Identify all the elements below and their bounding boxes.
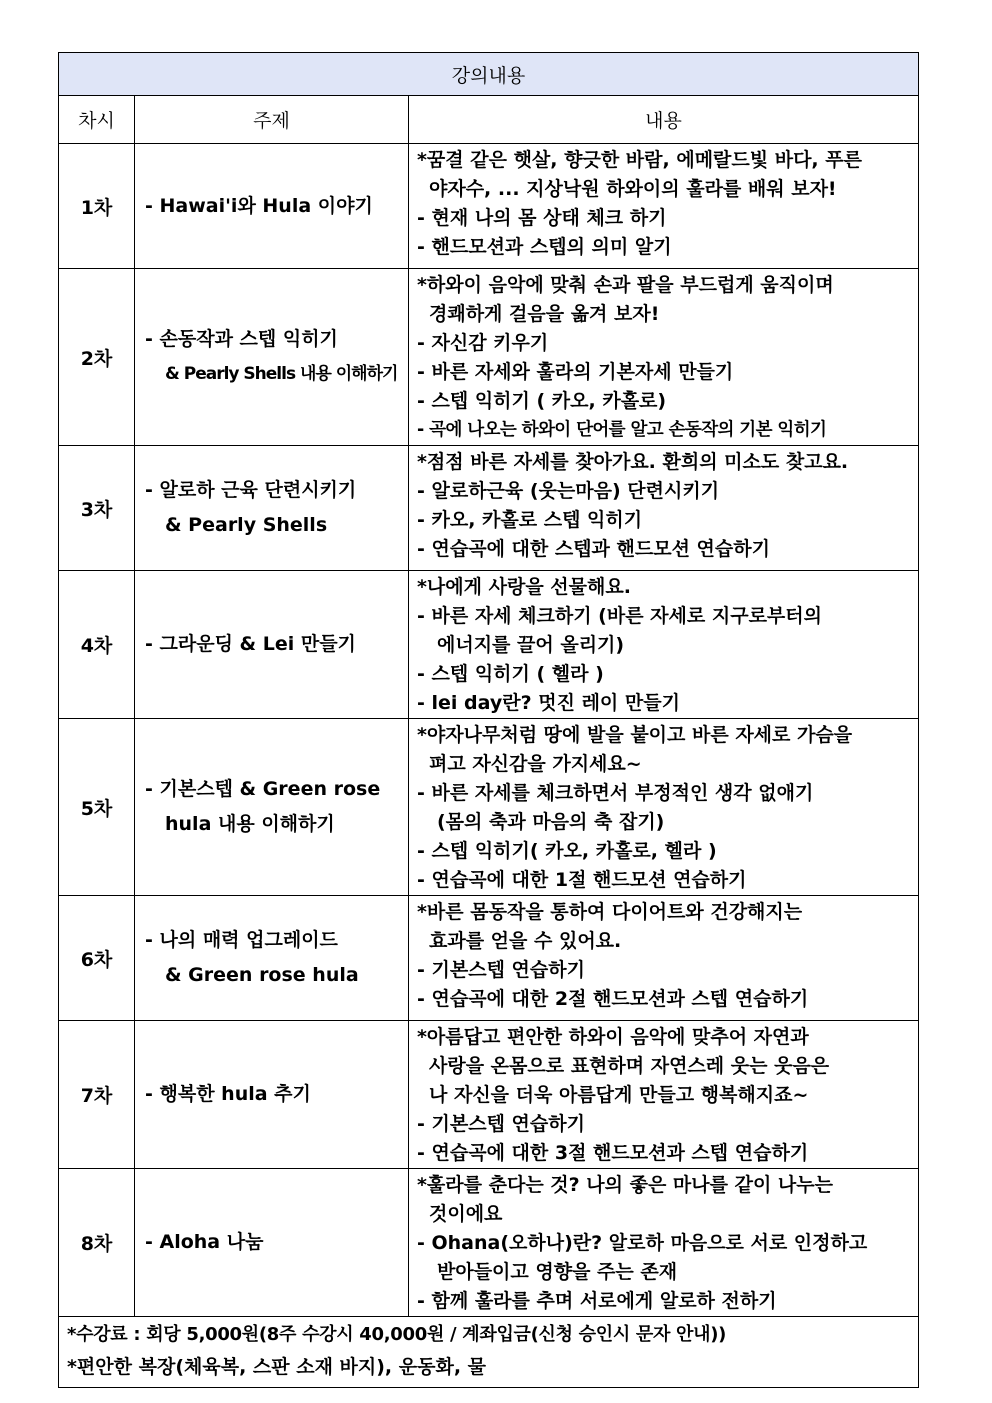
content-line: - 기본스텝 연습하기 [417, 959, 585, 981]
content-line: - 스텝 익히기( 카오, 카홀로, 헬라 ) [417, 840, 717, 862]
topic-line: - Aloha 나눔 [145, 1231, 264, 1253]
session-content [409, 571, 919, 719]
session-number: 1차 [59, 144, 135, 269]
session-content [409, 144, 919, 269]
content-line: 에너지를 끌어 올리기) [437, 634, 625, 656]
topic-line: & Pearly Shells 내용 이해하기 [165, 364, 398, 384]
header-content: 내용 [409, 96, 919, 144]
content-line: - 스텝 익히기 ( 카오, 카홀로) [417, 390, 667, 412]
content-line: - 핸드모션과 스텝의 의미 알기 [417, 236, 672, 258]
content-line: - 함께 훌라를 추며 서로에게 알로하 전하기 [417, 1290, 777, 1312]
content-line: 나 자신을 더욱 아름답게 만들고 행복해지죠~ [429, 1084, 809, 1106]
title-row [59, 53, 919, 96]
content-line: - 연습곡에 대한 1절 핸드모션 연습하기 [417, 869, 747, 891]
session-topic [135, 896, 409, 1021]
content-line: - 바른 자세와 훌라의 기본자세 만들기 [417, 361, 734, 383]
content-line: 효과를 얻을 수 있어요. [429, 930, 622, 952]
content-line: *야자나무처럼 땅에 발을 붙이고 바른 자세로 가슴을 [417, 724, 853, 746]
session-row-5 [59, 719, 919, 896]
content-line: - 현재 나의 몸 상태 체크 하기 [417, 207, 667, 229]
content-line: *훌라를 춘다는 것? 나의 좋은 마나를 같이 나누는 [417, 1174, 833, 1196]
content-line: - 카오, 카홀로 스텝 익히기 [417, 509, 643, 531]
session-row-1 [59, 144, 919, 269]
lecture-table [58, 52, 919, 1388]
session-topic [135, 1021, 409, 1169]
session-content [409, 896, 919, 1021]
content-line: - 곡에 나오는 하와이 단어를 알고 손동작의 기본 익히기 [417, 420, 827, 440]
content-line: 경쾌하게 걸음을 옮겨 보자! [429, 303, 660, 325]
content-line: 펴고 자신감을 가지세요~ [429, 753, 642, 775]
session-content [409, 1169, 919, 1317]
content-line: 것이에요 [429, 1203, 503, 1225]
session-number: 2차 [59, 269, 135, 446]
content-line: (몸의 축과 마음의 축 잡기) [437, 811, 665, 833]
session-topic [135, 1169, 409, 1317]
header-session: 차시 [59, 96, 135, 144]
session-number: 7차 [59, 1021, 135, 1169]
session-number: 3차 [59, 446, 135, 571]
session-row-7 [59, 1021, 919, 1169]
content-line: 야자수, ... 지상낙원 하와이의 훌라를 배워 보자! [429, 178, 837, 200]
content-line: - 바른 자세 체크하기 (바른 자세로 지구로부터의 [417, 605, 822, 627]
fee-note: *수강료 : 회당 5,000원(8주 수강시 40,000원 / 계좌입금(신청 승인시 문자 안내)) [67, 1324, 727, 1345]
session-number: 5차 [59, 719, 135, 896]
attire-note: *편안한 복장(체육복, 스판 소재 바지), 운동화, 물 [67, 1356, 487, 1378]
content-line: - lei day란? 멋진 레이 만들기 [417, 692, 680, 714]
content-line: - 연습곡에 대한 3절 핸드모션과 스텝 연습하기 [417, 1142, 809, 1164]
topic-line: hula 내용 이해하기 [165, 813, 335, 835]
header-topic: 주제 [135, 96, 409, 144]
content-line: *나에게 사랑을 선물해요. [417, 576, 631, 598]
session-row-3 [59, 446, 919, 571]
content-line: *바른 몸동작을 통하여 다이어트와 건강해지는 [417, 901, 803, 923]
topic-line: - 기본스텝 & Green rose [145, 778, 381, 800]
content-line: *아름답고 편안한 하와이 음악에 맞추어 자연과 [417, 1026, 809, 1048]
session-topic [135, 269, 409, 446]
topic-line: - 그라운딩 & Lei 만들기 [145, 633, 356, 655]
session-topic [135, 571, 409, 719]
topic-line: - 나의 매력 업그레이드 [145, 929, 338, 951]
session-content [409, 269, 919, 446]
topic-line: - 손동작과 스텝 익히기 [145, 328, 338, 350]
content-line: - 바른 자세를 체크하면서 부정적인 생각 없애기 [417, 782, 814, 804]
lecture-sheet [58, 52, 918, 1388]
table-title: 강의내용 [59, 53, 919, 96]
content-line: *점점 바른 자세를 찾아가요. 환희의 미소도 찾고요. [417, 451, 849, 473]
session-row-4 [59, 571, 919, 719]
content-line: *하와이 음악에 맞춰 손과 팔을 부드럽게 움직이며 [417, 274, 834, 296]
topic-line: - 알로하 근육 단련시키기 [145, 479, 357, 501]
session-topic [135, 446, 409, 571]
session-number: 6차 [59, 896, 135, 1021]
session-content [409, 1021, 919, 1169]
topic-line: - Hawai'i와 Hula 이야기 [145, 194, 373, 217]
content-line: - 연습곡에 대한 스텝과 핸드모션 연습하기 [417, 538, 770, 560]
session-content [409, 719, 919, 896]
session-row-8 [59, 1169, 919, 1317]
footer-notes [59, 1317, 919, 1388]
content-line: - 스텝 익히기 ( 헬라 ) [417, 663, 604, 685]
content-line: 받아들이고 영향을 주는 존재 [437, 1261, 678, 1283]
content-line: - 기본스텝 연습하기 [417, 1113, 585, 1135]
footer-row [59, 1317, 919, 1388]
content-line: - 알로하근육 (웃는마음) 단련시키기 [417, 480, 720, 502]
content-line: - 연습곡에 대한 2절 핸드모션과 스텝 연습하기 [417, 988, 809, 1010]
session-number: 4차 [59, 571, 135, 719]
content-line: 사랑을 온몸으로 표현하며 자연스레 웃는 웃음은 [429, 1055, 830, 1077]
topic-line: & Pearly Shells [165, 514, 328, 536]
session-topic [135, 719, 409, 896]
content-line: - 자신감 키우기 [417, 332, 549, 354]
content-line: *꿈결 같은 햇살, 향긋한 바람, 에메랄드빛 바다, 푸른 [417, 149, 862, 171]
session-topic [135, 144, 409, 269]
session-content [409, 446, 919, 571]
session-row-6 [59, 896, 919, 1021]
session-number: 8차 [59, 1169, 135, 1317]
topic-line: - 행복한 hula 추기 [145, 1083, 311, 1105]
content-line: - Ohana(오하나)란? 알로하 마음으로 서로 인정하고 [417, 1232, 868, 1254]
header-row [59, 96, 919, 144]
topic-line: & Green rose hula [165, 964, 359, 986]
session-row-2 [59, 269, 919, 446]
